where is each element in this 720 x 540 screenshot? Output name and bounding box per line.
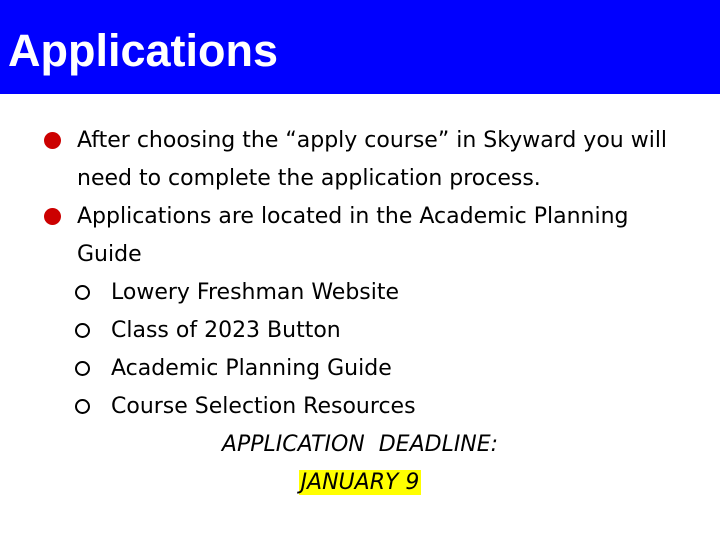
deadline-label: APPLICATION DEADLINE: [221,432,499,457]
circle-bullet-icon [75,323,90,338]
sub-bullet-item [0,274,720,312]
sub-bullet-text: Class of 2023 Button [111,318,341,343]
circle-bullet-icon [75,285,90,300]
title-bar [0,0,720,94]
slide-content [0,122,720,502]
slide-title: Applications [8,25,279,76]
deadline-block [0,426,720,502]
circle-bullet-icon [75,361,90,376]
sub-bullet-text: Lowery Freshman Website [111,280,400,305]
bullet-text: Applications are located in the Academic Planning Guide [77,204,629,267]
sub-bullet-item [0,350,720,388]
circle-bullet-icon [75,399,90,414]
sub-bullet-text: Course Selection Resources [111,394,416,419]
red-bullet-icon [44,208,61,225]
deadline-date: JANUARY 9 [300,470,420,495]
sub-bullet-item [0,388,720,426]
sub-bullet-text: Academic Planning Guide [111,356,392,381]
bullet-item-apply-course [0,122,687,198]
red-bullet-icon [44,132,61,149]
bullet-text: After choosing the “apply course” in Skyward you will need to complete the application process. [77,128,668,191]
bullet-item-applications-location [0,198,687,274]
sub-bullet-item [0,312,720,350]
